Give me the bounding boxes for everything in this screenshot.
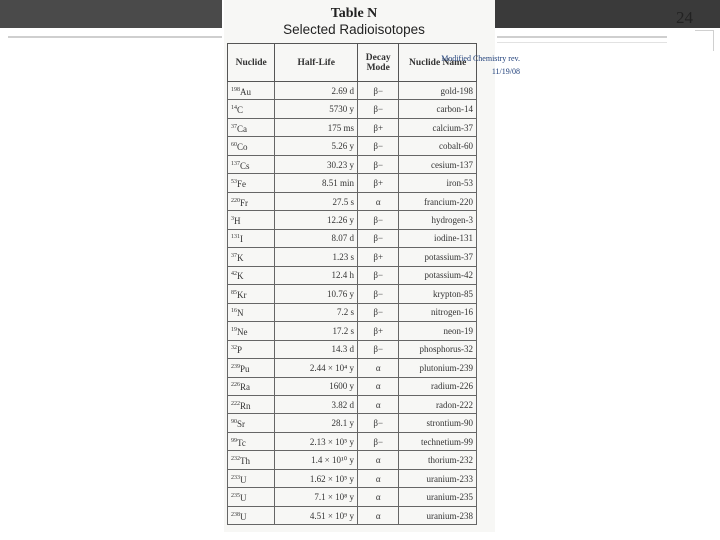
mass-number: 19	[231, 326, 237, 333]
cell-decay-mode: β−	[358, 155, 399, 173]
cell-decay-mode: α	[358, 192, 399, 210]
cell-nuclide-name: cobalt-60	[399, 137, 477, 155]
table-row	[228, 155, 477, 173]
table-row	[228, 322, 477, 340]
table-row	[228, 118, 477, 136]
cell-decay-mode: β−	[358, 414, 399, 432]
mass-number: 235	[231, 493, 240, 500]
slide-number: 24	[676, 8, 693, 27]
table-row	[228, 211, 477, 229]
cell-nuclide-name: krypton-85	[399, 285, 477, 303]
scanned-table-page	[224, 0, 495, 532]
mass-number: 16	[231, 308, 237, 315]
cell-nuclide-name: uranium-235	[399, 488, 477, 506]
element-symbol: K	[237, 271, 244, 282]
cell-nuclide	[228, 377, 275, 395]
element-symbol: P	[237, 345, 243, 356]
cell-decay-mode: β+	[358, 118, 399, 136]
element-symbol: Kr	[237, 289, 247, 300]
cell-nuclide-name: calcium-37	[399, 118, 477, 136]
cell-nuclide	[228, 506, 275, 524]
mass-number: 232	[231, 456, 240, 463]
table-row	[228, 451, 477, 469]
table-row	[228, 100, 477, 118]
table-row	[228, 432, 477, 450]
cell-decay-mode: β−	[358, 432, 399, 450]
cell-half-life: 17.2 s	[275, 322, 358, 340]
table-row	[228, 506, 477, 524]
table-row	[228, 229, 477, 247]
cell-nuclide	[228, 248, 275, 266]
cell-nuclide	[228, 469, 275, 487]
cell-nuclide-name: technetium-99	[399, 432, 477, 450]
cell-decay-mode: β−	[358, 82, 399, 100]
mass-number: 14	[231, 105, 237, 112]
cell-nuclide	[228, 303, 275, 321]
table-title: Table N	[330, 6, 378, 21]
table-row	[228, 82, 477, 100]
cell-decay-mode: β−	[358, 137, 399, 155]
element-symbol: Ne	[237, 326, 248, 337]
cell-nuclide	[228, 359, 275, 377]
element-symbol: Fe	[237, 179, 246, 190]
header-decay-mode: Decay Mode	[358, 44, 399, 82]
table-row	[228, 266, 477, 284]
table-row	[228, 469, 477, 487]
table-row	[228, 303, 477, 321]
element-symbol: Cs	[240, 160, 250, 171]
cell-half-life: 1.4 × 10¹⁰ y	[275, 451, 358, 469]
element-symbol: Au	[240, 86, 251, 97]
cell-nuclide-name: thorium-232	[399, 451, 477, 469]
cell-decay-mode: β−	[358, 303, 399, 321]
header-bar-left	[0, 0, 222, 28]
element-symbol: C	[237, 105, 244, 116]
cell-decay-mode: β+	[358, 174, 399, 192]
cell-decay-mode: β−	[358, 100, 399, 118]
cell-nuclide	[228, 82, 275, 100]
corner-bracket	[695, 30, 714, 51]
element-symbol: Tc	[237, 437, 246, 448]
cell-nuclide-name: uranium-238	[399, 506, 477, 524]
cell-nuclide-name: carbon-14	[399, 100, 477, 118]
cell-decay-mode: β−	[358, 285, 399, 303]
cell-decay-mode: β−	[358, 229, 399, 247]
cell-decay-mode: β−	[358, 211, 399, 229]
cell-decay-mode: α	[358, 359, 399, 377]
cell-nuclide	[228, 137, 275, 155]
cell-half-life: 5730 y	[275, 100, 358, 118]
cell-nuclide	[228, 155, 275, 173]
mass-number: 233	[231, 474, 240, 481]
cell-nuclide-name: gold-198	[399, 82, 477, 100]
cell-nuclide	[228, 322, 275, 340]
cell-decay-mode: β−	[358, 266, 399, 284]
mass-number: 53	[231, 179, 237, 186]
table-row	[228, 488, 477, 506]
cell-decay-mode: α	[358, 506, 399, 524]
cell-nuclide	[228, 100, 275, 118]
mass-number: 239	[231, 363, 240, 370]
element-symbol: Th	[240, 456, 250, 467]
cell-half-life: 8.07 d	[275, 229, 358, 247]
radioisotopes-table	[227, 43, 477, 525]
cell-half-life: 2.69 d	[275, 82, 358, 100]
cell-decay-mode: α	[358, 469, 399, 487]
header-half-life: Half-Life	[275, 44, 358, 82]
table-row	[228, 192, 477, 210]
cell-half-life: 1600 y	[275, 377, 358, 395]
table-row	[228, 285, 477, 303]
cell-nuclide-name: radon-222	[399, 395, 477, 413]
mass-number: 220	[231, 197, 240, 204]
divider-right-thin	[497, 42, 667, 43]
cell-nuclide-name: potassium-42	[399, 266, 477, 284]
table-row	[228, 137, 477, 155]
table-row	[228, 359, 477, 377]
cell-half-life: 14.3 d	[275, 340, 358, 358]
element-symbol: Pu	[240, 363, 250, 374]
cell-nuclide-name: phosphorus-32	[399, 340, 477, 358]
cell-nuclide	[228, 174, 275, 192]
cell-nuclide	[228, 414, 275, 432]
cell-nuclide	[228, 229, 275, 247]
revision-note	[422, 52, 520, 78]
mass-number: 99	[231, 437, 237, 444]
cell-nuclide	[228, 192, 275, 210]
element-symbol: Ra	[240, 382, 250, 393]
cell-half-life: 8.51 min	[275, 174, 358, 192]
divider-left	[8, 36, 222, 38]
cell-nuclide-name: iodine-131	[399, 229, 477, 247]
cell-nuclide	[228, 395, 275, 413]
cell-nuclide	[228, 266, 275, 284]
table-row	[228, 395, 477, 413]
mass-number: 226	[231, 382, 240, 389]
cell-decay-mode: α	[358, 395, 399, 413]
cell-nuclide-name: francium-220	[399, 192, 477, 210]
mass-number: 60	[231, 142, 237, 149]
cell-nuclide-name: plutonium-239	[399, 359, 477, 377]
cell-nuclide-name: cesium-137	[399, 155, 477, 173]
cell-half-life: 4.51 × 10⁹ y	[275, 506, 358, 524]
element-symbol: U	[240, 474, 247, 485]
table-row	[228, 174, 477, 192]
mass-number: 238	[231, 511, 240, 518]
mass-number: 32	[231, 345, 237, 352]
mass-number: 37	[231, 123, 237, 130]
cell-half-life: 3.82 d	[275, 395, 358, 413]
cell-half-life: 28.1 y	[275, 414, 358, 432]
cell-half-life: 2.44 × 10⁴ y	[275, 359, 358, 377]
mass-number: 42	[231, 271, 237, 278]
cell-decay-mode: β−	[358, 340, 399, 358]
table-row	[228, 414, 477, 432]
element-symbol: U	[240, 493, 247, 504]
cell-nuclide	[228, 340, 275, 358]
element-symbol: I	[240, 234, 243, 245]
element-symbol: H	[234, 216, 241, 227]
cell-decay-mode: α	[358, 451, 399, 469]
cell-nuclide	[228, 285, 275, 303]
cell-nuclide-name: uranium-233	[399, 469, 477, 487]
table-row	[228, 340, 477, 358]
cell-half-life: 30.23 y	[275, 155, 358, 173]
revision-note-line1: Modified Chemistry rev.	[441, 54, 520, 63]
mass-number: 85	[231, 289, 237, 296]
cell-half-life: 5.26 y	[275, 137, 358, 155]
cell-decay-mode: β+	[358, 322, 399, 340]
element-symbol: K	[237, 252, 244, 263]
cell-half-life: 10.76 y	[275, 285, 358, 303]
mass-number: 222	[231, 400, 240, 407]
mass-number: 37	[231, 252, 237, 259]
cell-half-life: 27.5 s	[275, 192, 358, 210]
cell-half-life: 1.62 × 10⁵ y	[275, 469, 358, 487]
table-row	[228, 377, 477, 395]
cell-nuclide-name: strontium-90	[399, 414, 477, 432]
element-symbol: Sr	[237, 419, 246, 430]
table-subtitle: Selected Radioisotopes	[283, 22, 425, 37]
cell-half-life: 1.23 s	[275, 248, 358, 266]
cell-decay-mode: α	[358, 488, 399, 506]
element-symbol: U	[240, 511, 247, 522]
header-nuclide: Nuclide	[228, 44, 275, 82]
cell-nuclide	[228, 211, 275, 229]
element-symbol: Co	[237, 142, 248, 153]
mass-number: 137	[231, 160, 240, 167]
cell-half-life: 7.2 s	[275, 303, 358, 321]
cell-half-life: 7.1 × 10⁸ y	[275, 488, 358, 506]
cell-nuclide-name: iron-53	[399, 174, 477, 192]
mass-number: 198	[231, 86, 240, 93]
divider-right	[497, 36, 667, 38]
cell-half-life: 12.4 h	[275, 266, 358, 284]
element-symbol: Rn	[240, 400, 251, 411]
revision-note-date: 11/19/08	[491, 67, 520, 76]
cell-nuclide-name: radium-226	[399, 377, 477, 395]
cell-nuclide	[228, 488, 275, 506]
cell-half-life: 175 ms	[275, 118, 358, 136]
cell-half-life: 12.26 y	[275, 211, 358, 229]
mass-number: 90	[231, 419, 237, 426]
cell-decay-mode: β+	[358, 248, 399, 266]
cell-nuclide	[228, 118, 275, 136]
cell-nuclide	[228, 432, 275, 450]
cell-half-life: 2.13 × 10⁵ y	[275, 432, 358, 450]
cell-nuclide	[228, 451, 275, 469]
cell-nuclide-name: nitrogen-16	[399, 303, 477, 321]
cell-nuclide-name: hydrogen-3	[399, 211, 477, 229]
cell-nuclide-name: neon-19	[399, 322, 477, 340]
mass-number: 3	[231, 216, 234, 223]
element-symbol: Ca	[237, 123, 247, 134]
mass-number: 131	[231, 234, 240, 241]
element-symbol: Fr	[240, 197, 249, 208]
cell-nuclide-name: potassium-37	[399, 248, 477, 266]
table-row	[228, 248, 477, 266]
header-nuclide-name: Nuclide Name	[399, 44, 477, 82]
cell-decay-mode: α	[358, 377, 399, 395]
element-symbol: N	[237, 308, 244, 319]
